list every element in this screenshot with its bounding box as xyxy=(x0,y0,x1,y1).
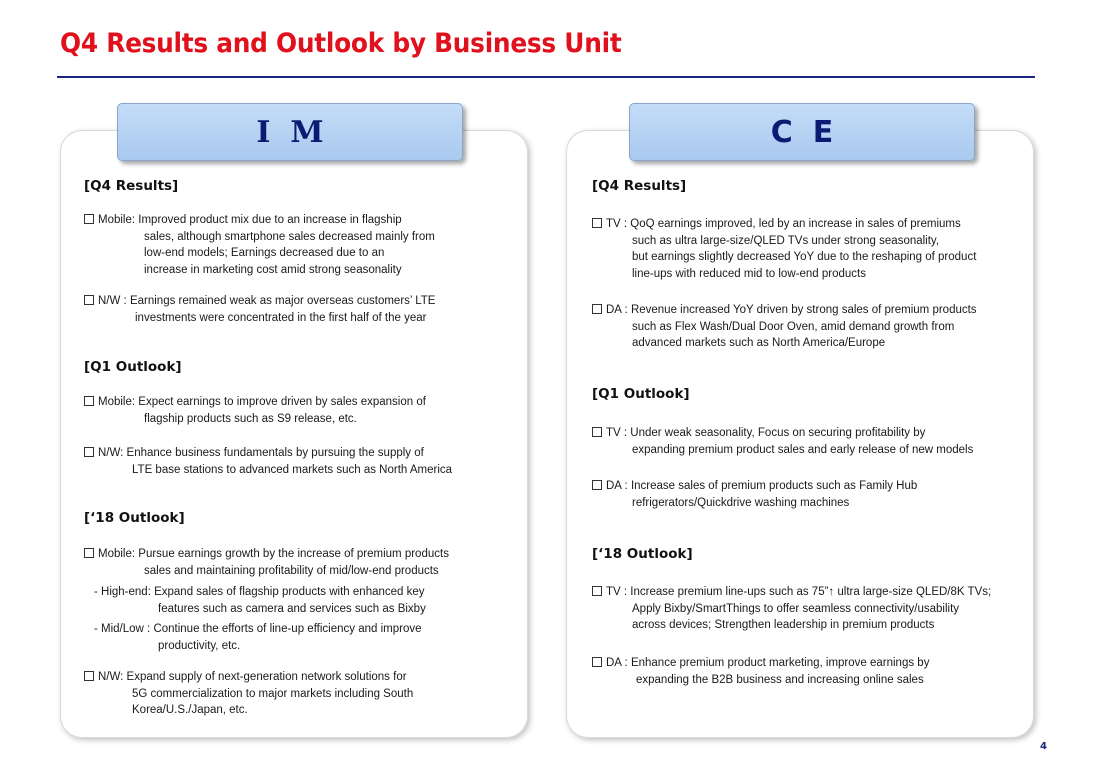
im-q1-heading: [Q1 Outlook] xyxy=(84,359,182,375)
ce-q4-heading: [Q4 Results] xyxy=(592,178,687,194)
checkbox-icon xyxy=(592,304,602,314)
item-label: TV : xyxy=(606,218,631,230)
item-text: Revenue increased YoY driven by strong sales of premium products xyxy=(630,304,977,316)
item-label: - Mid/Low : xyxy=(94,623,154,635)
item-text: Increase premium line-ups such as 75”↑ ultra large-size QLED/8K TVs; xyxy=(630,586,992,598)
ce-q4-da xyxy=(592,302,977,352)
item-text: line-ups with reduced mid to low-end products xyxy=(632,267,866,280)
ce-tab-label: CE xyxy=(770,114,854,150)
checkbox-icon xyxy=(592,427,602,437)
item-text: such as ultra large-size/QLED TVs under strong seasonality, xyxy=(632,234,940,247)
ce-q1-da xyxy=(592,478,917,511)
checkbox-icon xyxy=(84,396,94,406)
ce-y18-da xyxy=(592,655,929,688)
item-label: Mobile: xyxy=(98,214,139,226)
item-text: Under weak seasonality, Focus on securing profitability by xyxy=(630,427,926,439)
checkbox-icon xyxy=(84,295,94,305)
item-text: sales and maintaining profitability of mid/low-end products xyxy=(144,564,439,577)
im-y18-midlow xyxy=(94,621,422,654)
item-label: Mobile: xyxy=(98,548,139,560)
checkbox-icon xyxy=(592,586,602,596)
item-label: DA : xyxy=(606,657,631,669)
page-number: 4 xyxy=(1040,741,1047,752)
item-text: sales, although smartphone sales decreased mainly from xyxy=(144,230,435,243)
item-text: expanding premium product sales and early release of new models xyxy=(632,443,974,456)
item-text: investments were concentrated in the first half of the year xyxy=(135,311,427,324)
item-text: low-end models; Earnings decreased due to an xyxy=(144,247,385,259)
item-text: refrigerators/Quickdrive washing machines xyxy=(632,496,850,509)
im-q1-nw xyxy=(84,445,452,478)
item-text: Expand supply of next-generation network solutions for xyxy=(126,671,407,683)
im-tab-label: IM xyxy=(256,114,344,150)
checkbox-icon xyxy=(592,657,602,667)
page-title: Q4 Results and Outlook by Business Unit xyxy=(60,28,622,59)
item-label: N/W : xyxy=(98,295,130,307)
item-label: DA : xyxy=(606,304,631,316)
ce-tab-header xyxy=(629,103,975,161)
checkbox-icon xyxy=(592,218,602,228)
item-text: Expect earnings to improve driven by sales expansion of xyxy=(138,396,426,408)
checkbox-icon xyxy=(84,214,94,224)
im-y18-highend xyxy=(94,584,426,617)
im-q4-mobile xyxy=(84,212,435,278)
ce-y18-heading: [‘18 Outlook] xyxy=(592,546,693,562)
item-text: flagship products such as S9 release, etc. xyxy=(144,412,357,425)
ce-q1-tv xyxy=(592,425,973,458)
im-tab-header xyxy=(117,103,463,161)
item-text: such as Flex Wash/Dual Door Oven, amid demand growth from xyxy=(632,320,955,333)
item-text: Pursue earnings growth by the increase of premium products xyxy=(138,548,449,560)
item-text: but earnings slightly decreased YoY due to the reshaping of product xyxy=(632,251,977,263)
item-text: productivity, etc. xyxy=(158,639,241,652)
checkbox-icon xyxy=(84,447,94,457)
item-label: - High-end: xyxy=(94,586,155,598)
im-y18-heading: [‘18 Outlook] xyxy=(84,510,185,526)
item-text: Expand sales of flagship products with enhanced key xyxy=(154,586,425,598)
item-label: TV : xyxy=(606,586,631,598)
item-text: Enhance premium product marketing, improve earnings by xyxy=(630,657,930,669)
im-y18-mobile xyxy=(84,546,449,579)
item-text: Improved product mix due to an increase in flagship xyxy=(138,214,402,226)
item-text: Earnings remained weak as major overseas customers’ LTE xyxy=(129,295,436,307)
item-text: Apply Bixby/SmartThings to offer seamless connectivity/usability xyxy=(632,602,960,615)
item-label: TV : xyxy=(606,427,631,439)
im-q4-heading: [Q4 Results] xyxy=(84,178,179,194)
checkbox-icon xyxy=(592,480,602,490)
item-text: 5G commercialization to major markets including South xyxy=(132,687,414,700)
im-q1-mobile xyxy=(84,394,426,427)
item-text: expanding the B2B business and increasing online sales xyxy=(636,673,924,686)
item-text: advanced markets such as North America/Europe xyxy=(632,337,886,349)
title-divider xyxy=(57,76,1035,78)
checkbox-icon xyxy=(84,548,94,558)
item-text: LTE base stations to advanced markets such as North America xyxy=(132,463,453,476)
item-text: Continue the efforts of line-up efficiency and improve xyxy=(153,623,422,635)
item-label: N/W: xyxy=(98,447,127,459)
item-text: features such as camera and services such as Bixby xyxy=(158,602,426,615)
im-y18-nw xyxy=(84,669,413,719)
item-text: Enhance business fundamentals by pursuing the supply of xyxy=(126,447,424,459)
item-text: across devices; Strengthen leadership in premium products xyxy=(632,619,935,631)
item-label: DA : xyxy=(606,480,631,492)
item-text: QoQ earnings improved, led by an increase in sales of premiums xyxy=(630,218,961,230)
ce-y18-tv xyxy=(592,584,991,634)
checkbox-icon xyxy=(84,671,94,681)
ce-q4-tv xyxy=(592,216,976,282)
item-text: Korea/U.S./Japan, etc. xyxy=(132,704,248,716)
ce-q1-heading: [Q1 Outlook] xyxy=(592,386,690,402)
item-text: increase in marketing cost amid strong seasonality xyxy=(144,263,402,276)
item-label: Mobile: xyxy=(98,396,139,408)
item-label: N/W: xyxy=(98,671,127,683)
im-q4-nw xyxy=(84,293,435,326)
item-text: Increase sales of premium products such as Family Hub xyxy=(630,480,918,492)
